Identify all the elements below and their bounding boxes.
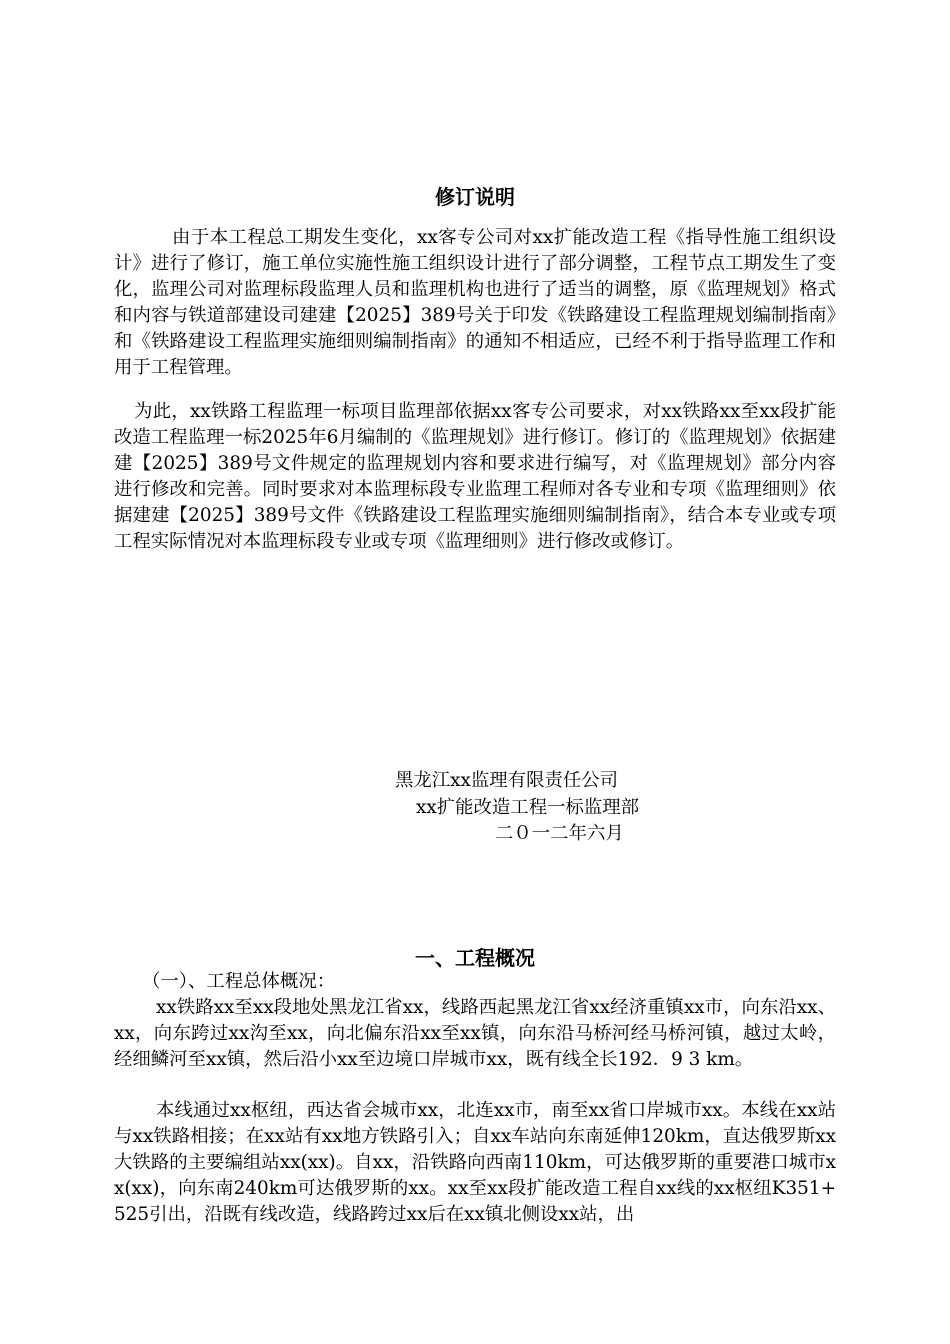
overview-paragraph-1: xx铁路xx至xx段地处黑龙江省xx，线路西起黑龙江省xx经济重镇xx市，向东沿xx、xx，向东跨过xx沟至xx，向北偏东沿xx至xx镇，向东沿马桥河经马桥河镇，越过太岭，经细鳞河至xx镇，然后沿小xx至边境口岸城市xx，既有线全长192．9 3 km。 [114,997,836,1070]
signature-department: xx扩能改造工程一标监理部 [416,797,640,818]
revision-title: 修订说明 [435,185,515,209]
revision-paragraph-2: 为此，xx铁路工程监理一标项目监理部依据xx客专公司要求，对xx铁路xx至xx段扩能改造工程监理一标2025年6月编制的《监理规划》进行修订。修订的《监理规划》依据建建【2025】389号文件规定的监理规划内容和要求进行编写，对《监理规划》部分内容进行修改和完善。同时要求对本监理标段专业监理工程师对各专业和专项《监理细则》依据建建【2025】389号文件《铁路建设工程监理实施细则编制指南》，结合本专业或专项工程实际情况对本监理标段专业或专项《监理细则》进行修改或修订。 [114,401,836,552]
signature-date: 二０一二年六月 [495,823,624,844]
revision-paragraph-1: 由于本工程总工期发生变化，xx客专公司对xx扩能改造工程《指导性施工组织设计》进行了修订，施工单位实施性施工组织设计进行了部分调整，工程节点工期发生了变化，监理公司对监理标段监理人员和监理机构也进行了适当的调整，原《监理规划》格式和内容与铁道部建设司建建【2025】389号关于印发《铁路建设工程监理规划编制指南》和《铁路建设工程监理实施细则编制指南》的通知不相适应，已经不利于指导监理工作和用于工程管理。 [114,227,836,378]
signature-company: 黑龙江xx监理有限责任公司 [395,770,619,791]
overview-paragraph-2: 本线通过xx枢纽，西达省会城市xx，北连xx市，南至xx省口岸城市xx。本线在xx站与xx铁路相接；在xx站有xx地方铁路引入；自xx车站向东南延伸120km，直达俄罗斯xx大铁路的主要编组站xx(xx)。自xx，沿铁路向西南110km，可达俄罗斯的重要港口城市xx(xx)，向东南240km可达俄罗斯的xx。xx至xx段扩能改造工程自xx线的xx枢纽K351+525引出，沿既有线改造，线路跨过xx后在xx镇北侧设xx站，出 [114,1100,836,1225]
overview-title: 一、工程概况 [415,946,535,970]
overview-subtitle: （一）、工程总体概况： [142,971,336,992]
